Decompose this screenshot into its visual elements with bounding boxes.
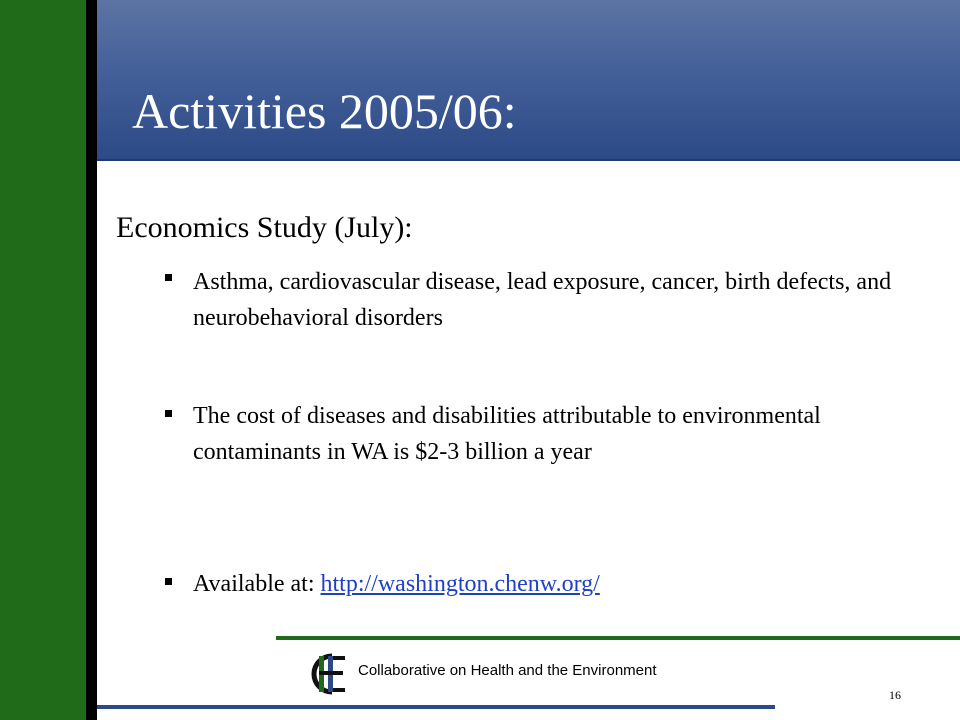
left-black-bar (86, 0, 97, 720)
footer-blue-rule (97, 705, 775, 709)
footer-green-rule (276, 636, 960, 640)
bullet-square-icon (163, 408, 174, 419)
section-heading: Economics Study (July): (116, 211, 413, 244)
bullet-item: The cost of diseases and disabilities attributable to environmental contaminants in WA is $2-3 billion a year (193, 403, 821, 465)
bullet-square-icon (163, 272, 174, 283)
bullet-item: Asthma, cardiovascular disease, lead exposure, cancer, birth defects, and neurobehavioral disorders (193, 269, 892, 331)
page-number: 16 (889, 688, 901, 702)
bullet-item-available (193, 566, 913, 602)
footer-organization: Collaborative on Health and the Environment (358, 662, 657, 679)
available-prefix: Available at: (193, 571, 321, 597)
website-link[interactable]: http://washington.chenw.org/ (320, 571, 600, 597)
bullet-square-icon (163, 576, 174, 587)
slide-title: Activities 2005/06: (132, 83, 517, 139)
che-logo-icon (302, 650, 352, 698)
left-green-bar (0, 0, 86, 720)
